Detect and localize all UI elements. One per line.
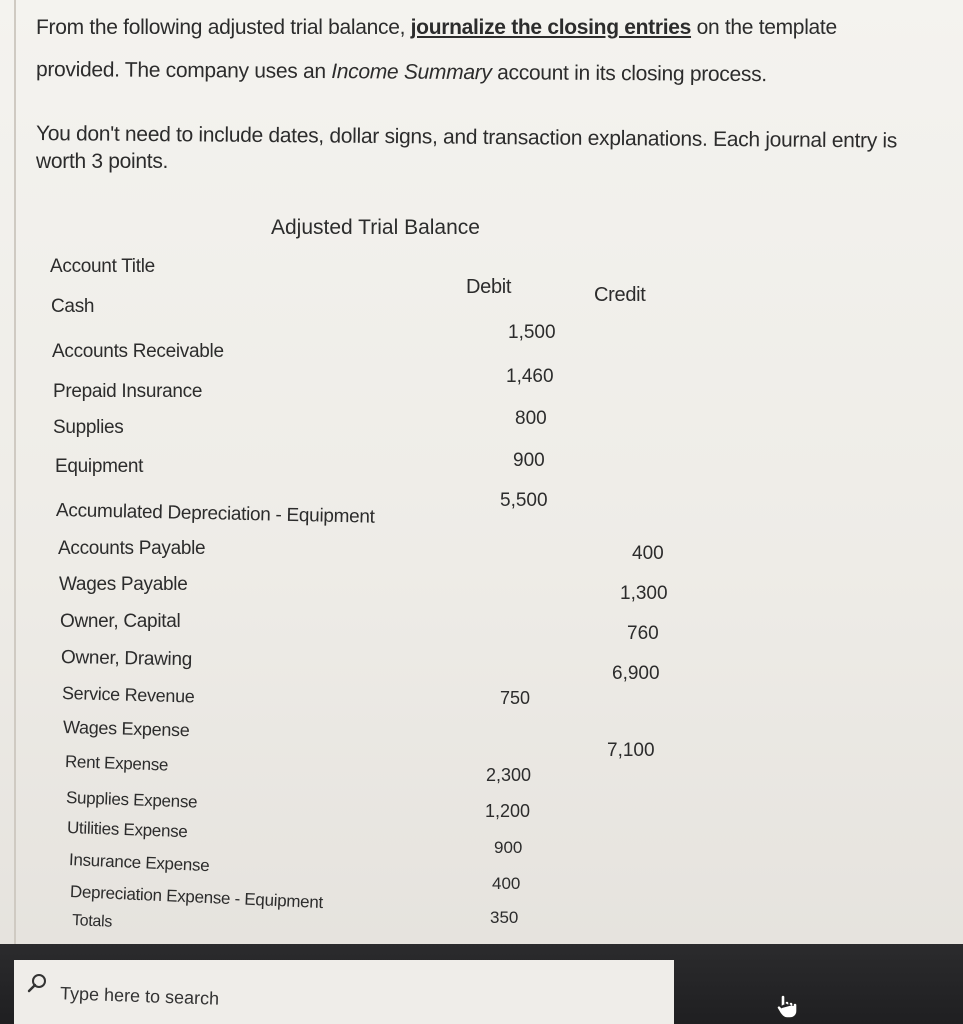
instruction-line-4: worth 3 points. (36, 150, 169, 173)
debit-amount: 1,200 (485, 801, 531, 821)
debit-amount: 800 (515, 408, 547, 429)
account-title: Accumulated Depreciation - Equipment (55, 500, 375, 528)
instruction-text: on the template (691, 16, 837, 39)
totals-label: Totals (71, 912, 113, 931)
debit-amount: 1,460 (506, 366, 554, 387)
account-title: Rent Expense (64, 752, 169, 775)
content-border (14, 0, 16, 960)
credit-amount: 6,900 (612, 663, 660, 684)
income-summary-term: Income Summary (331, 60, 492, 85)
credit-amount: 760 (627, 623, 659, 644)
closing-entries-link[interactable]: journalize the closing entries (410, 16, 692, 39)
column-header-account: Account Title (50, 256, 155, 277)
hand-cursor-icon (772, 992, 800, 1020)
table-title: Adjusted Trial Balance (271, 216, 480, 239)
credit-amount: 7,100 (607, 740, 655, 761)
account-title: Supplies (53, 417, 124, 438)
debit-amount: 400 (492, 874, 521, 893)
debit-amount: 750 (500, 688, 531, 708)
debit-amount: 5,500 (500, 490, 548, 511)
account-title: Service Revenue (61, 683, 195, 707)
debit-amount: 900 (513, 450, 545, 471)
credit-amount: 1,300 (620, 583, 668, 604)
account-title: Equipment (55, 456, 144, 477)
account-title: Prepaid Insurance (53, 381, 203, 402)
account-title: Accounts Receivable (52, 341, 224, 362)
debit-amount: 350 (490, 908, 519, 927)
account-title: Utilities Expense (66, 818, 188, 842)
instruction-text: account in its closing process. (491, 61, 767, 87)
search-placeholder[interactable]: Type here to search (59, 983, 220, 1009)
account-title: Owner, Capital (60, 611, 181, 632)
account-title: Owner, Drawing (60, 647, 193, 671)
column-header-debit: Debit (466, 276, 512, 298)
debit-amount: 1,500 (508, 322, 556, 343)
debit-amount: 2,300 (486, 765, 532, 785)
instruction-line-3: You don't need to include dates, dollar signs, and transaction explanations. Each journal entry is (35, 122, 898, 153)
account-title: Wages Expense (62, 717, 190, 741)
instruction-text: From the following adjusted trial balance, (36, 16, 411, 39)
column-header-credit: Credit (594, 284, 646, 306)
account-title: Supplies Expense (65, 788, 198, 812)
instruction-text: provided. The company uses an (35, 58, 332, 84)
instruction-line-2 (36, 56, 767, 89)
account-title: Insurance Expense (68, 850, 210, 876)
account-title: Wages Payable (59, 574, 188, 595)
credit-amount: 400 (632, 543, 664, 564)
instruction-line-1 (36, 14, 837, 42)
search-icon[interactable] (26, 972, 48, 994)
debit-amount: 900 (494, 838, 523, 857)
account-title: Accounts Payable (58, 538, 206, 559)
account-title: Cash (51, 296, 95, 317)
account-title: Depreciation Expense - Equipment (69, 882, 324, 913)
